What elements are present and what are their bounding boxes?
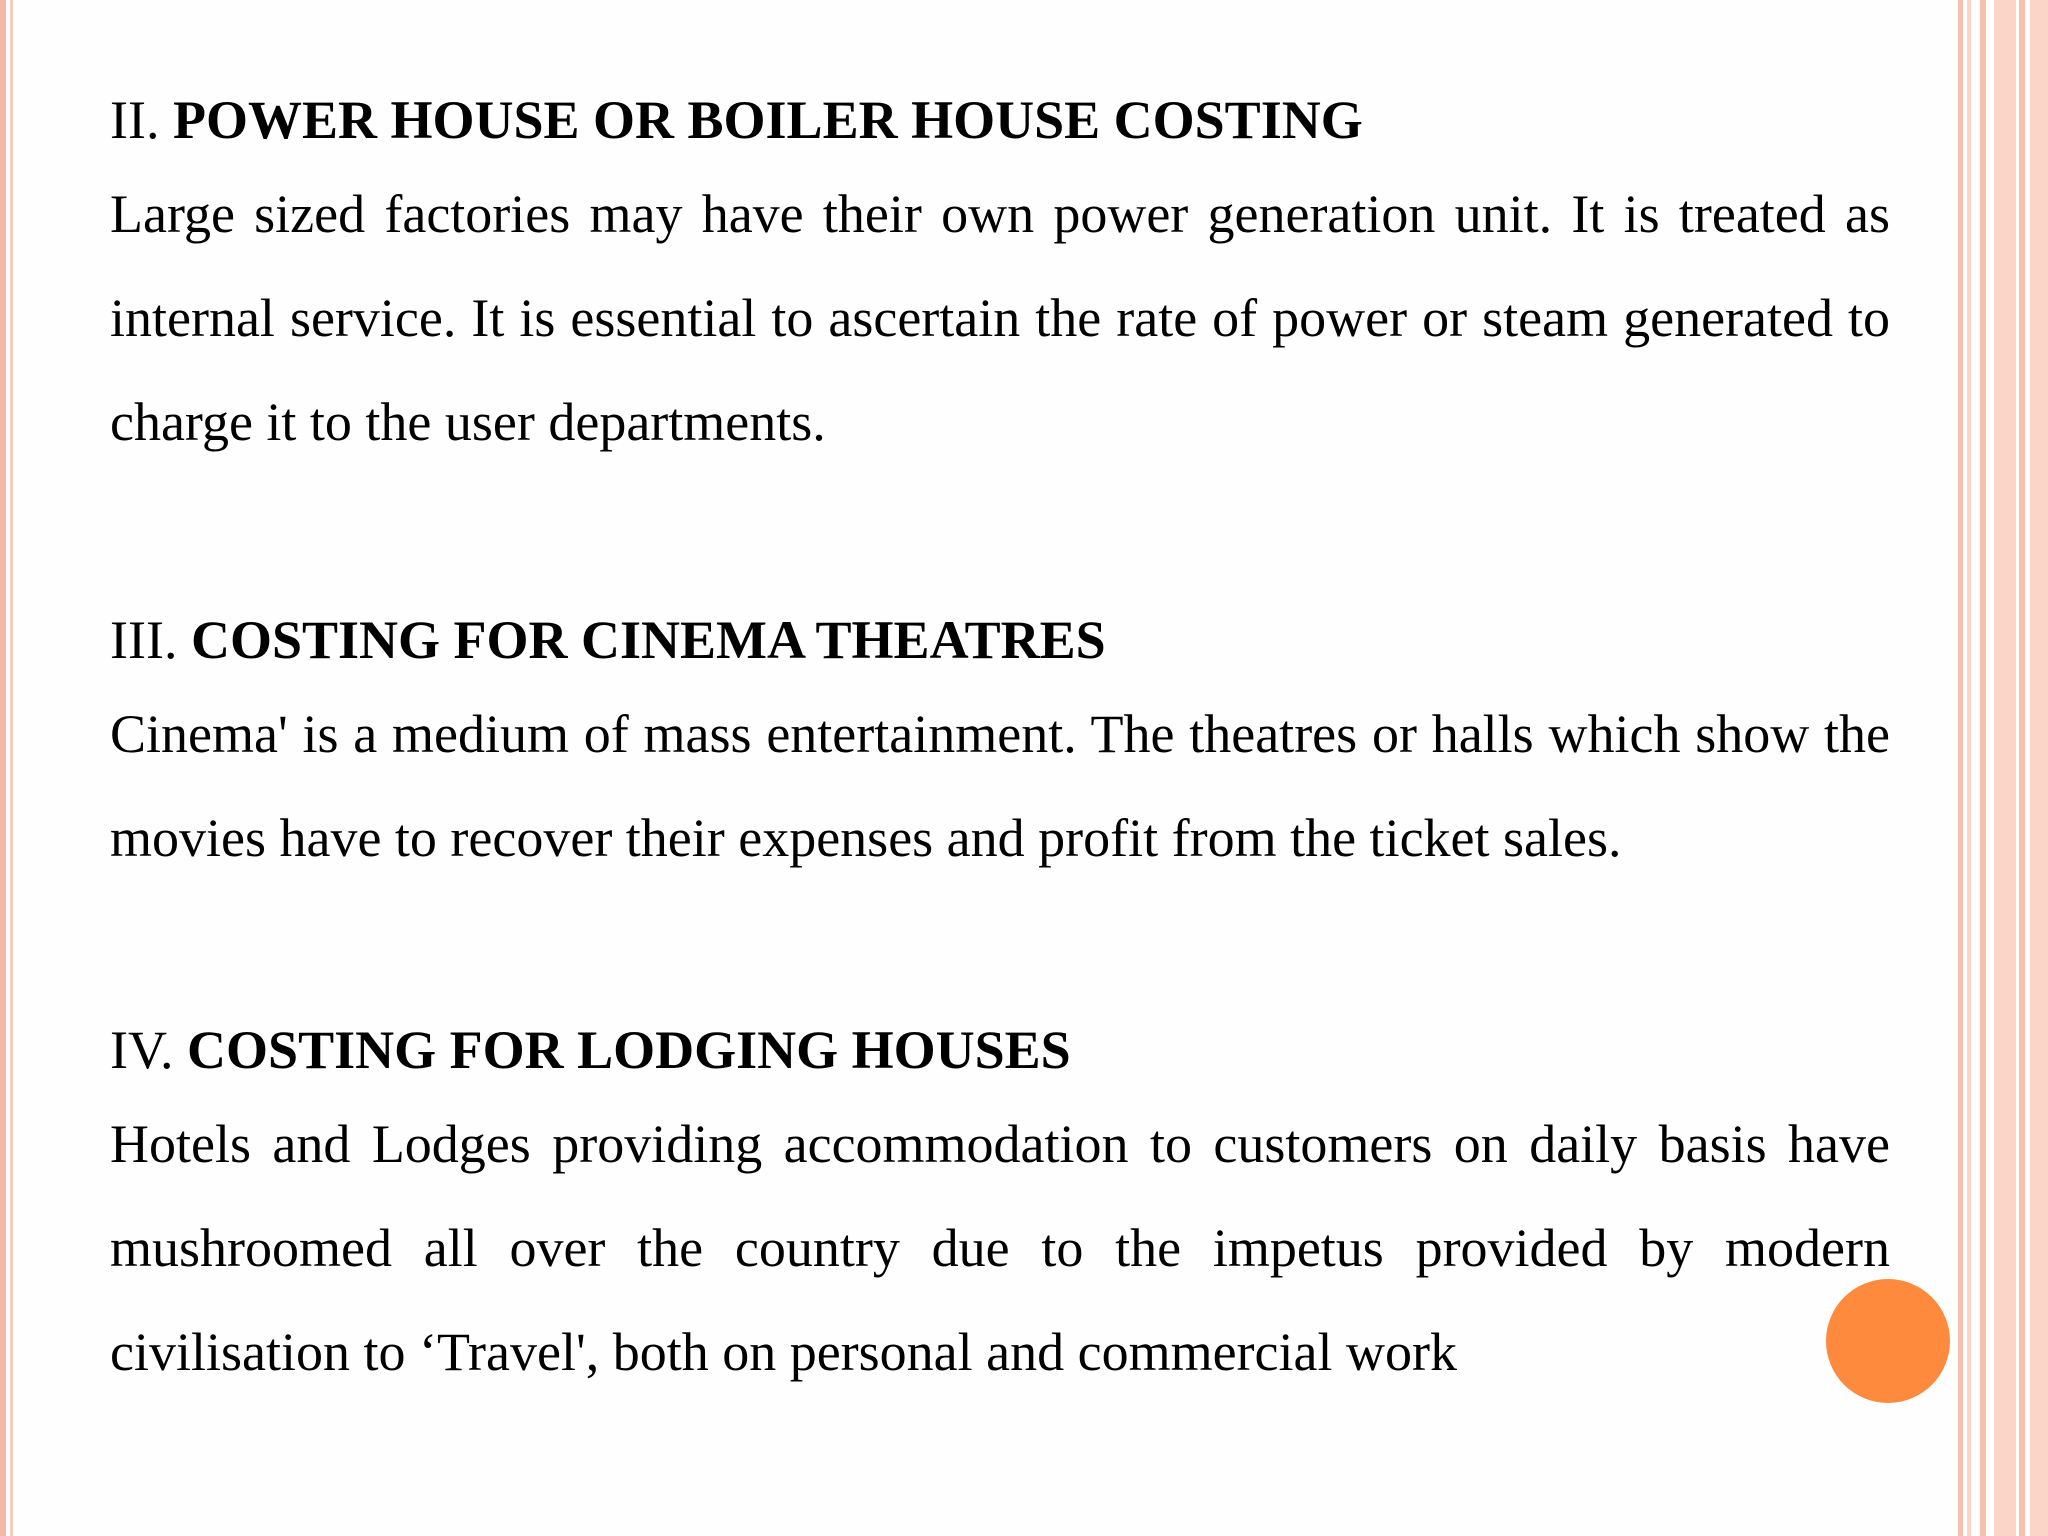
- section-heading: [110, 598, 1890, 682]
- section-body: Large sized factories may have their own power generation unit. It is treated as internal service. It is essential to ascertain the rate of power or steam generated to charge it to the user departments.: [110, 184, 1890, 452]
- section-lodging-houses: [110, 1008, 1890, 1404]
- section-heading: [110, 78, 1890, 162]
- section-title: POWER HOUSE OR BOILER HOUSE COSTING: [172, 90, 1363, 150]
- left-border-stripe-inner: [10, 0, 13, 1536]
- section-body: Hotels and Lodges providing accommodation to customers on daily basis have mushroomed all over the country due to the impetus provided by modern civilisation to ‘Travel', both on personal and commercial work: [110, 1114, 1890, 1382]
- right-border-stripe: [1967, 0, 1971, 1536]
- right-border-stripe: [2030, 0, 2048, 1536]
- section-cinema-theatres: [110, 598, 1890, 890]
- right-border-stripe: [2019, 0, 2025, 1536]
- right-border-stripe: [1994, 0, 2016, 1536]
- right-border-stripe: [1980, 0, 1986, 1536]
- section-title: COSTING FOR CINEMA THEATRES: [190, 610, 1106, 670]
- section-number: III.: [110, 610, 178, 670]
- section-number: IV.: [110, 1020, 174, 1080]
- section-body: Cinema' is a medium of mass entertainment. The theatres or halls which show the movies have to recover their expenses and profit from the ticket sales.: [110, 704, 1890, 868]
- left-border-stripe: [0, 0, 6, 1536]
- decorative-circle: [1826, 1279, 1950, 1403]
- section-title: COSTING FOR LODGING HOUSES: [187, 1020, 1071, 1080]
- section-power-house: [110, 78, 1890, 474]
- section-number: II.: [110, 90, 160, 150]
- section-heading: [110, 1008, 1890, 1092]
- right-border-stripe: [1958, 0, 1963, 1536]
